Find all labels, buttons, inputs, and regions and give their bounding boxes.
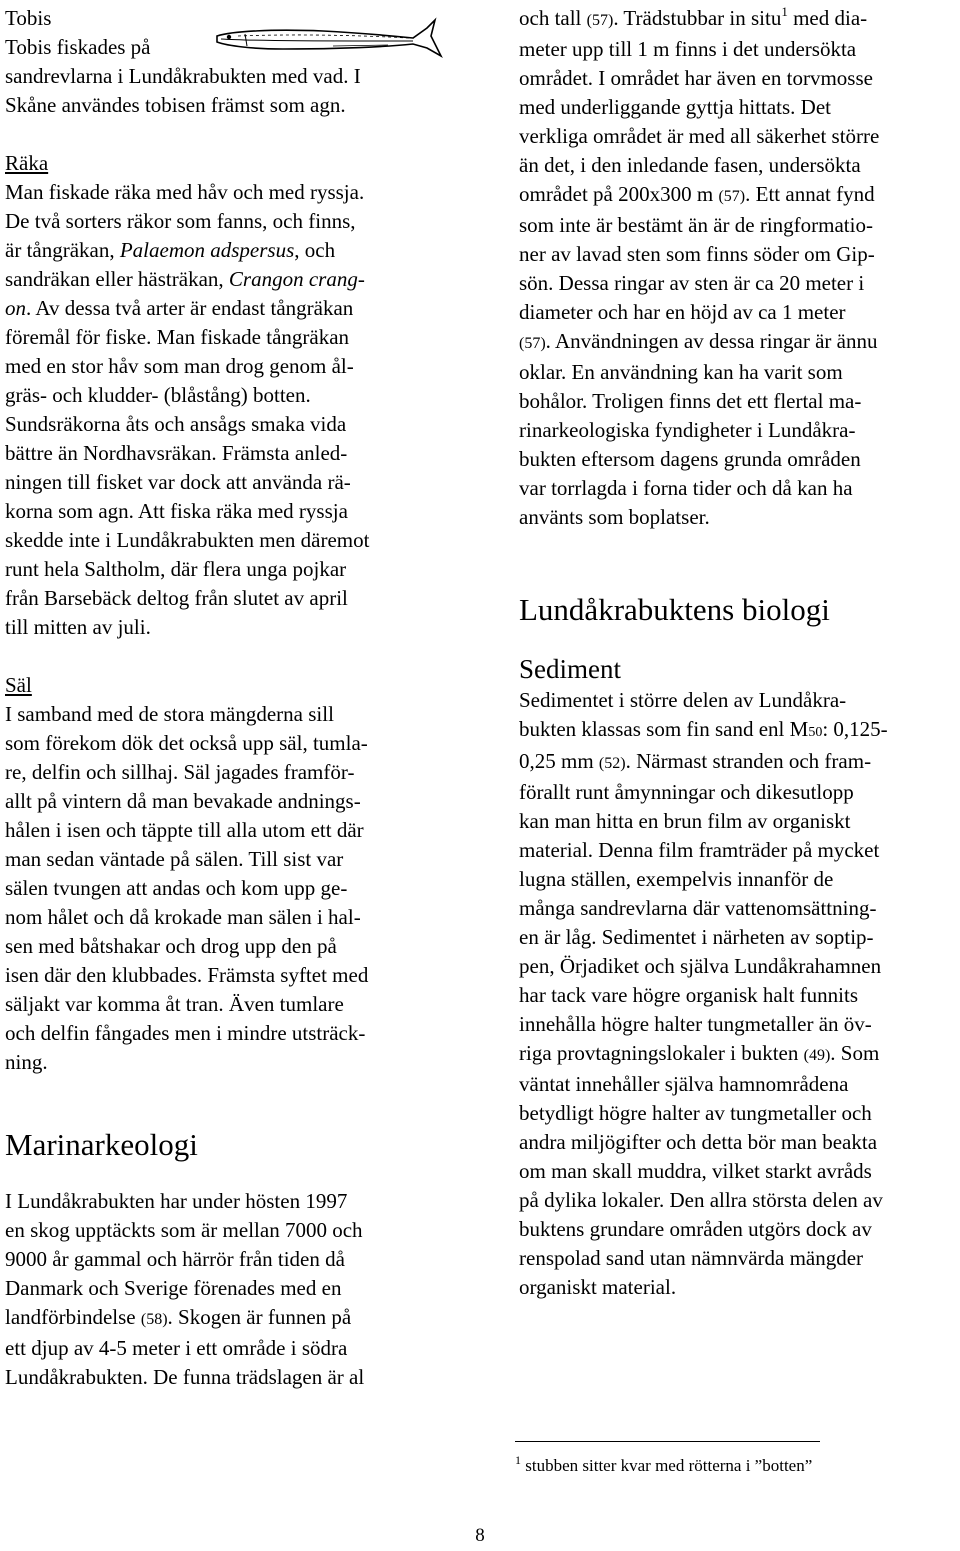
footnote-marker: 1 xyxy=(515,1453,521,1467)
sal-paragraph xyxy=(5,700,450,1077)
text-line: har tack vare högre organisk halt funnits xyxy=(519,983,859,1007)
left-column xyxy=(5,4,450,1392)
reference-number: (57) xyxy=(718,188,746,205)
text-span: : 0,125- xyxy=(822,717,888,741)
text-line: till mitten av juli. xyxy=(5,615,151,639)
text-line: oklar. En användning kan ha varit som xyxy=(519,360,843,384)
text-line: diameter och har en höjd av ca 1 meter xyxy=(519,300,846,324)
text-line: området. I området har även en torvmosse xyxy=(519,66,873,90)
footnote xyxy=(515,1455,955,1477)
text-line: Sundsräkorna åts och ansågs smaka vida xyxy=(5,412,347,436)
text-line xyxy=(519,180,957,211)
footnote-separator xyxy=(515,1441,820,1442)
text-line: material. Denna film framträder på mycket xyxy=(519,838,880,862)
text-line: andra miljögifter och detta bör man beakta xyxy=(519,1130,878,1154)
text-line: säljakt var komma åt tran. Även tumlare xyxy=(5,992,344,1016)
text-line: Danmark och Sverige förenades med en xyxy=(5,1276,342,1300)
text-line: I Lundåkrabukten har under hösten 1997 xyxy=(5,1189,348,1213)
text-line: från Barsebäck deltog från slutet av april xyxy=(5,586,348,610)
text-span: . Närmast stranden och fram- xyxy=(625,749,872,773)
subscript: 50 xyxy=(808,725,823,740)
text-line: på dylika lokaler. Den allra största delen av xyxy=(519,1188,883,1212)
text-line: isen där den klubbades. Främsta syftet med xyxy=(5,963,369,987)
text-line: organiskt material. xyxy=(519,1275,677,1299)
text-line: många sandrevlarna där vattenomsättning- xyxy=(519,896,877,920)
text-line: Sedimentet i större delen av Lundåkra- xyxy=(519,688,847,712)
text-line: föremål för fiske. Man fiskade tångräkan xyxy=(5,325,350,349)
text-span: . Användningen av dessa ringar är ännu xyxy=(545,329,878,353)
text-line: betydligt högre halter av tungmetaller och xyxy=(519,1101,872,1125)
text-line: man sedan väntade på sälen. Till sist var xyxy=(5,847,344,871)
text-line: om man skall muddra, vilket starkt avråds xyxy=(519,1159,872,1183)
text-line: bohålor. Troligen finns det ett flertal ma- xyxy=(519,389,862,413)
text-line: än det, i den inledande fasen, undersökta xyxy=(519,153,861,177)
marinarkeologi-heading: Marinarkeologi xyxy=(5,1127,198,1162)
footnote-text: stubben sitter kvar med rötterna i ”botten” xyxy=(521,1456,813,1475)
footnote-marker: 1 xyxy=(781,4,788,19)
text-line: Man fiskade räka med håv och med ryssja. xyxy=(5,180,365,204)
text-span: med dia- xyxy=(787,6,868,30)
text-line: ningen till fisket var dock att använda rä- xyxy=(5,470,351,494)
reference-number: (49) xyxy=(803,1047,831,1064)
text-line: var torrlagda i forna tider och då kan ha xyxy=(519,476,853,500)
text-line: I samband med de stora mängderna sill xyxy=(5,702,334,726)
tobis-text-line: Tobis fiskades på xyxy=(5,35,151,59)
text-span: . Ett annat fynd xyxy=(745,182,875,206)
marinarkeologi-continued-paragraph xyxy=(519,4,957,532)
text-line: ning. xyxy=(5,1050,48,1074)
species-name: on xyxy=(5,296,26,320)
page-number: 8 xyxy=(475,1525,485,1546)
text-span: . Av dessa två arter är endast tångräkan xyxy=(26,296,354,320)
text-line: innehålla högre halter tungmetaller än öv- xyxy=(519,1012,872,1036)
reference-number: (57) xyxy=(586,12,614,29)
text-span: , och xyxy=(294,238,336,262)
text-span: riga provtagningslokaler i bukten xyxy=(519,1041,804,1065)
text-line: renspolad sand utan nämnvärda mängder xyxy=(519,1246,864,1270)
sediment-heading: Sediment xyxy=(519,654,621,684)
text-line: lugna ställen, exempelvis innanför de xyxy=(519,867,834,891)
text-line: meter upp till 1 m finns i det undersökta xyxy=(519,37,857,61)
text-span: området på 200x300 m xyxy=(519,182,719,206)
raka-paragraph xyxy=(5,178,450,642)
text-line xyxy=(5,1303,450,1334)
text-line: re, delfin och sillhaj. Säl jagades framför- xyxy=(5,760,355,784)
text-line xyxy=(5,265,450,294)
text-line: bättre än Nordhavsräkan. Främsta anled- xyxy=(5,441,348,465)
text-line: kan man hitta en brun film av organiskt xyxy=(519,809,851,833)
text-line: bukten eftersom dagens grunda områden xyxy=(519,447,861,471)
text-line xyxy=(519,715,957,747)
text-line: en skog upptäckts som är mellan 7000 och xyxy=(5,1218,363,1242)
text-line: skedde inte i Lundåkrabukten men däremot xyxy=(5,528,370,552)
species-name: Crangon crang- xyxy=(228,267,365,291)
right-column xyxy=(519,4,957,1302)
text-line: sön. Dessa ringar av sten är ca 20 meter i xyxy=(519,271,865,295)
text-line: med en stor håv som man drog genom ål- xyxy=(5,354,354,378)
text-line: allt på vintern då man bevakade andnings- xyxy=(5,789,361,813)
text-line: pen, Örjadiket och själva Lundåkrahamnen xyxy=(519,954,882,978)
text-line: 9000 år gammal och härrör från tiden då xyxy=(5,1247,345,1271)
text-line: ett djup av 4-5 meter i ett område i södra xyxy=(5,1336,348,1360)
text-line: buktens grundare områden utgörs dock av xyxy=(519,1217,872,1241)
text-line: som inte är bestämt än är de ringformatio- xyxy=(519,213,873,237)
text-span: och tall xyxy=(519,6,587,30)
text-line xyxy=(519,4,957,35)
tobis-text-line: Skåne användes tobisen främst som agn. xyxy=(5,93,346,117)
reference-number: (57) xyxy=(519,335,546,352)
reference-number: (58) xyxy=(140,1311,168,1328)
text-line xyxy=(519,327,957,358)
text-span: . Trädstubbar in situ xyxy=(613,6,782,30)
text-line: ner av lavad sten som finns söder om Gip- xyxy=(519,242,875,266)
text-line: med underliggande gyttja hittats. Det xyxy=(519,95,832,119)
text-line: korna som agn. Att fiska räka med ryssja xyxy=(5,499,348,523)
text-span: 0,25 mm xyxy=(519,749,599,773)
text-span: är tångräkan, xyxy=(5,238,120,262)
text-line xyxy=(5,236,450,265)
text-line: rinarkeologiska fyndigheter i Lundåkra- xyxy=(519,418,856,442)
text-line xyxy=(519,747,957,778)
biologi-heading: Lundåkrabuktens biologi xyxy=(519,592,830,627)
raka-heading: Räka xyxy=(5,151,49,175)
text-line: runt hela Saltholm, där flera unga pojkar xyxy=(5,557,347,581)
text-line xyxy=(5,294,450,323)
text-line: använts som boplatser. xyxy=(519,505,710,529)
text-line: verkliga området är med all säkerhet större xyxy=(519,124,880,148)
text-line xyxy=(519,1039,957,1070)
tobis-text-line: sandrevlarna i Lundåkrabukten med vad. I xyxy=(5,64,361,88)
text-span: . Som xyxy=(830,1041,880,1065)
text-span: . Skogen är funnen på xyxy=(167,1305,352,1329)
marinarkeologi-paragraph xyxy=(5,1187,450,1392)
text-line: en är låg. Sedimentet i närheten av soptip- xyxy=(519,925,874,949)
sediment-paragraph xyxy=(519,686,957,1302)
tobis-heading: Tobis xyxy=(5,6,52,30)
text-line: sälen tvungen att andas och kom upp ge- xyxy=(5,876,348,900)
text-line: gräs- och kludder- (blåstång) botten. xyxy=(5,383,311,407)
text-span: bukten klassas som fin sand enl M xyxy=(519,717,809,741)
text-span: landförbindelse xyxy=(5,1305,141,1329)
text-line: förallt runt åmynningar och dikesutlopp xyxy=(519,780,854,804)
text-line: sen med båtshakar och drog upp den på xyxy=(5,934,337,958)
text-line: och delfin fångades men i mindre utsträck- xyxy=(5,1021,366,1045)
reference-number: (52) xyxy=(598,755,626,772)
species-name: Palaemon adspersus xyxy=(119,238,295,262)
text-span: sandräkan eller hästräkan, xyxy=(5,267,229,291)
sal-heading: Säl xyxy=(5,673,32,697)
text-line: väntat innehåller själva hamnområdena xyxy=(519,1072,849,1096)
text-line: nom hålet och då krokade man sälen i hal- xyxy=(5,905,361,929)
text-line: hålen i isen och täppte till alla utom ett där xyxy=(5,818,364,842)
text-line: Lundåkrabukten. De funna trädslagen är al xyxy=(5,1365,365,1389)
text-line: De två sorters räkor som fanns, och finns, xyxy=(5,209,356,233)
text-line: som förekom dök det också upp säl, tumla- xyxy=(5,731,368,755)
